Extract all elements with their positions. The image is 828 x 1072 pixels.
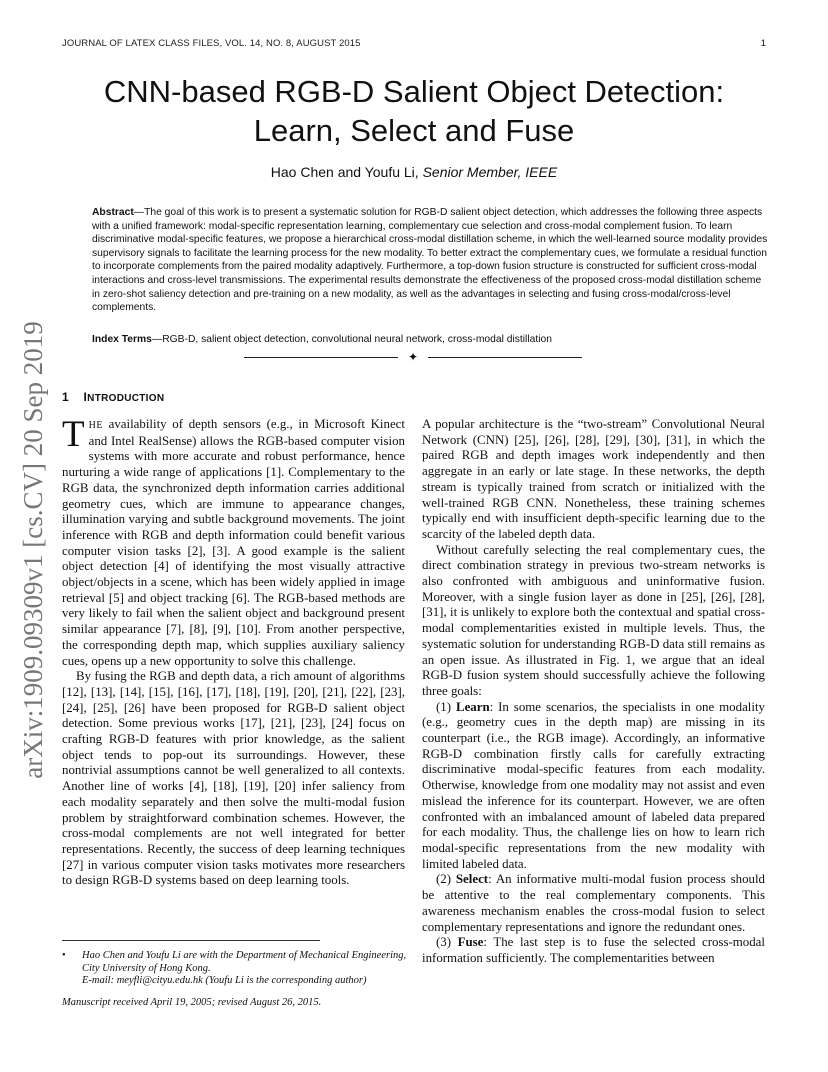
right-paragraph-2: Without carefully selecting the real complementary cues, the direct combination strategy in previous two-stream networks is also confronted with ambiguous and uninformative fusion. Moreover, with a single fusion layer as done in [25], [26], [28], [31], it is unlikely to explore both the contextual and spatial cross-modal complementarities existed in multiple levels. Thus, the systematic solution for understanding RGB-D data still remains as an open issue. As illustrated in Fig. 1, we argue that an ideal RGB-D fusion system should successfully achieve the following three goals: (422, 542, 765, 698)
abstract-text: —The goal of this work is to present a systematic solution for RGB-D salient object detection, which addresses the following three aspects with a unified framework: modal-specific representation learning, complementary cue selection and cross-modal complement fusion. To learn discriminative modal-specific features, we propose a hierarchical cross-modal distillation scheme, in which the well-learned source modality provides supervisory signals to facilitate the learning process for the new modality. To better extract the complementary cues, we formulate a residual function to incorporate complements from the paired modality adaptively. Furthermore, a top-down fusion structure is constructed for sufficient cross-modal interactions and cross-level transmissions. The experimental results demonstrate the effectiveness of the proposed cross-modal distillation scheme in zero-shot saliency detection and pre-training on a new modality, as well as the advantages in selecting and fusing cross-modal/cross-level complements. (92, 207, 768, 314)
section-heading (62, 390, 164, 404)
left-paragraph-1-text: availability of depth sensors (e.g., in Microsoft Kinect and Intel RealSense) allows the RGB-based computer vision systems with more accurate and robust performance, hence nurturing a wide range of applications [1]. Complementary to the RGB data, the synchronized depth information carries additional geometry cues, which are immune to appearance changes, illumination varying and subtle background movements. The joint inference with RGB and depth information could benefit various computer vision tasks [2], [3]. A good example is the salient object detection [4] of identifying the most visually attractive object/objects in a scene, which has been widely applied in image retrieval [5] and object tracking [6]. The RGB-based methods are very likely to fail when the salient object and background present similar appearance [7], [8], [9], [10]. From another perspective, the corresponding depth map, which supplies auxiliary saliency cues, opens up a new opportunity to solve this challenge. (62, 417, 405, 668)
author-line (40, 164, 788, 180)
section-number: 1 (62, 390, 69, 404)
right-column (422, 417, 765, 967)
learn-label: Learn (455, 699, 490, 714)
manuscript-note: Manuscript received April 19, 2005; revised August 26, 2015. (62, 997, 322, 1008)
abstract (92, 206, 768, 315)
right-paragraph-learn (422, 700, 765, 873)
fuse-number: (3) (436, 935, 458, 950)
running-header: JOURNAL OF LATEX CLASS FILES, VOL. 14, NO. 8, AUGUST 2015 (62, 38, 361, 49)
drop-cap-continuation: HE (88, 420, 103, 431)
page-number: 1 (760, 38, 766, 49)
right-paragraph-fuse (422, 935, 765, 966)
arxiv-stamp: arXiv:1909.09309v1 [cs.CV] 20 Sep 2019 (18, 321, 48, 779)
index-terms-label: Index Terms (92, 334, 152, 345)
affiliation-footnote (62, 950, 407, 988)
right-paragraph-select (422, 872, 765, 935)
title-line-1: CNN-based RGB-D Salient Object Detection: (103, 74, 725, 109)
title-line-2: Learn, Select and Fuse (253, 113, 575, 148)
left-column (62, 414, 405, 889)
learn-number: (1) (436, 699, 456, 714)
footnote-rule (62, 940, 320, 941)
abstract-label: Abstract (92, 207, 134, 218)
learn-text: : In some scenarios, the specialists in one modality (e.g., geometry cues in the depth map) are missing in its counterpart (i.e., the RGB image). Accordingly, an informative RGB-D combination firstly calls for carefully extracting discriminative modal-specific features from each modality. Otherwise, knowledge from one modality may not assist and even mislead the inference for its counterpart. However, we are often confronted with an imbalanced amount of labeled data prepared for each modality. Thus, the challenge lies on how to learn rich modal-specific representations from the new modality with limited labeled data. (422, 699, 765, 871)
footnote-affiliation: Hao Chen and Youfu Li are with the Department of Mechanical Engineering, City University of Hong Kong. (82, 950, 407, 974)
author-role: Senior Member, IEEE (422, 164, 558, 180)
left-paragraph-1 (62, 414, 405, 669)
index-terms-text: —RGB-D, salient object detection, convolutional neural network, cross-modal distillation (151, 334, 552, 345)
fuse-text: : The last step is to fuse the selected cross-modal information sufficiently. The complementarities between (422, 935, 765, 965)
index-terms (92, 333, 768, 347)
section-title-rest: NTRODUCTION (87, 393, 165, 404)
select-number: (2) (436, 872, 456, 887)
select-text: : An informative multi-modal fusion process should be attentive to the real complementary components. This awareness mechanism enables the cross-modal fusion to select complementary representations and ignore the redundant ones. (422, 872, 765, 934)
fuse-label: Fuse (457, 935, 484, 950)
right-paragraph-1: A popular architecture is the “two-stream” Convolutional Neural Network (CNN) [25], [26], [28], [29], [30], [31], in which the paired RGB and depth images work independently and then aggregate in an early or late stage. In these networks, the depth stream is typically trained from scratch or initialized with the well-trained RGB CNN. Nonetheless, these training schemes typically end with insufficient depth-specific learning due to the scarcity of the labeled depth data. (422, 417, 765, 541)
author-names: Hao Chen and Youfu Li, (270, 164, 419, 180)
left-paragraph-2: By fusing the RGB and depth data, a rich amount of algorithms [12], [13], [14], [15], [16], [17], [18], [19], [20], [21], [22], [23], [24], [25], [26] have been proposed for RGB-D salient object detection. Some previous works [17], [21], [23], [24] focus on crafting RGB-D features with prior knowledge, as the salient object tends to pop-out its surroundings. However, these nontrivial assumptions cannot be well generalized to all contexts. Another line of works [4], [18], [19], [20] infer saliency from each modality separately and then solve the multi-modal fusion problem by straightforward combination schemes. However, the cross-modal complements are not well integrated for better representations. Recently, the success of deep learning techniques [27] in various computer vision tasks motivates more researchers to design RGB-D systems based on deep learning tools. (62, 669, 405, 888)
section-initial: I (83, 390, 88, 404)
divider-right (428, 357, 582, 358)
divider-left (244, 357, 398, 358)
footnote-bullet: • (62, 950, 66, 961)
paper-title (40, 72, 788, 150)
footnote-email: E-mail: meyfli@cityu.edu.hk (Youfu Li is the corresponding author) (82, 975, 367, 987)
select-label: Select (455, 872, 489, 887)
drop-cap: T (62, 414, 85, 455)
divider-ornament-icon: ✦ (408, 350, 419, 364)
